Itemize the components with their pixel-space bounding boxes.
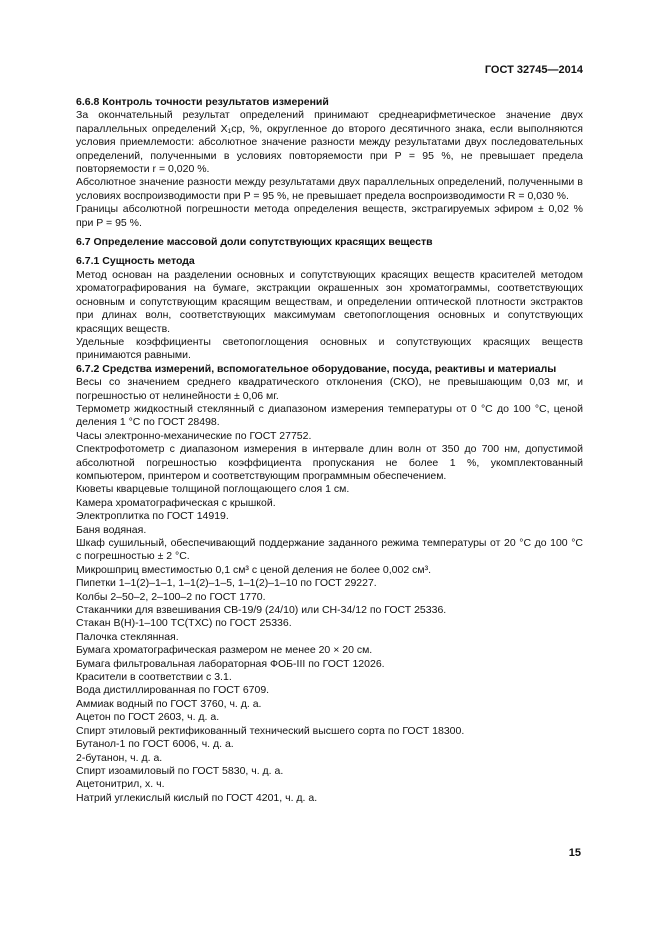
- paragraph: Метод основан на разделении основных и сопутствующих красящих веществ красителей методом хроматографирования на бумаге, экстракции окрашенных зон хроматограммы, соответствующих основным и сопутствующим красящим веществам, и определении оптической плотности экстрактов при длинах волн, соответствующих максимумам светопоглощения основных и сопутствующих красящих веществ.: [76, 268, 583, 335]
- list-item: Аммиак водный по ГОСТ 3760, ч. д. а.: [76, 697, 262, 710]
- list-item: Термометр жидкостный стеклянный с диапазоном измерения температуры от 0 °С до 100 °С, ценой деления 1 °С по ГОСТ 28498.: [76, 402, 583, 429]
- list-item: Красители в соответствии с 3.1.: [76, 671, 232, 684]
- list-item: Вода дистиллированная по ГОСТ 6709.: [76, 684, 270, 697]
- heading-6-7: 6.7 Определение массовой доли сопутствующих красящих веществ: [76, 236, 433, 249]
- page-number: 15: [568, 847, 581, 859]
- list-item: Микрошприц вместимостью 0,1 см³ с ценой деления не более 0,002 см³.: [76, 563, 432, 576]
- paragraph: За окончательный результат определений принимают среднеарифметическое значение двух параллельных определений X₁ср, %, округленное до второго десятичного знака, если выполняются условия приемлемости: абсолютное значение разности между результатами двух последовательных определений, полученными в условиях повторяемости при P = 95 %, не превышает предела повторяемости r = 0,020 %.: [76, 109, 583, 176]
- heading-6-7-1: 6.7.1 Сущность метода: [76, 255, 195, 268]
- paragraph: Удельные коэффициенты светопоглощения основных и сопутствующих красящих веществ принимаются равными.: [76, 335, 583, 362]
- list-item: Бутанол-1 по ГОСТ 6006, ч. д. а.: [76, 738, 234, 751]
- list-item: Ацетон по ГОСТ 2603, ч. д. а.: [76, 711, 220, 724]
- equipment-list: [76, 376, 583, 805]
- list-item: Палочка стеклянная.: [76, 630, 179, 643]
- list-item: 2-бутанон, ч. д. а.: [76, 751, 163, 764]
- paragraph: Абсолютное значение разности между результатами двух параллельных определений, полученными в условиях воспроизводимости при P = 95 %, не превышает предела воспроизводимости R = 0,030 %.: [76, 176, 583, 202]
- list-item: Бумага хроматографическая размером не менее 20 × 20 см.: [76, 644, 373, 657]
- list-item: Кюветы кварцевые толщиной поглощающего слоя 1 см.: [76, 483, 350, 496]
- list-item: Стакан В(Н)-1–100 ТС(ТХС) по ГОСТ 25336.: [76, 617, 292, 630]
- list-item: Пипетки 1–1(2)–1–1, 1–1(2)–1–5, 1–1(2)–1–10 по ГОСТ 29227.: [76, 577, 377, 590]
- list-item: Спирт этиловый ректификованный технический высшего сорта по ГОСТ 18300.: [76, 724, 465, 737]
- list-item: Натрий углекислый кислый по ГОСТ 4201, ч. д. а.: [76, 791, 318, 804]
- list-item: Баня водяная.: [76, 523, 147, 536]
- list-item: Стаканчики для взвешивания СВ-19/9 (24/10) или СН-34/12 по ГОСТ 25336.: [76, 604, 447, 617]
- list-item: Шкаф сушильный, обеспечивающий поддержание заданного режима температуры от 20 °С до 100 °С с погрешностью ± 2 °С.: [76, 537, 583, 563]
- list-item: Электроплитка по ГОСТ 14919.: [76, 510, 229, 523]
- document-id: ГОСТ 32745—2014: [484, 64, 583, 76]
- list-item: Спектрофотометр с диапазоном измерения в интервале длин волн от 350 до 700 нм, допустимой абсолютной погрешностью коэффициента пропускания не более 1 %, укомплектованный компьютером, принтером и соответствующим программным обеспечением.: [76, 443, 583, 482]
- paragraph: Границы абсолютной погрешности метода определения веществ, экстрагируемых эфиром ± 0,02 % при P = 95 %.: [76, 203, 583, 229]
- list-item: Ацетонитрил, х. ч.: [76, 778, 165, 791]
- list-item: Весы со значением среднего квадратического отклонения (СКО), не превышающим 0,03 мг, и погрешностью от нелинейности ± 0,06 мг.: [76, 376, 583, 402]
- list-item: Колбы 2–50–2, 2–100–2 по ГОСТ 1770.: [76, 590, 266, 603]
- document-body: [76, 96, 583, 805]
- list-item: Спирт изоамиловый по ГОСТ 5830, ч. д. а.: [76, 764, 284, 777]
- list-item: Часы электронно-механические по ГОСТ 27752.: [76, 429, 312, 442]
- list-item: Камера хроматографическая с крышкой.: [76, 496, 276, 509]
- heading-6-7-2: 6.7.2 Средства измерений, вспомогательное оборудование, посуда, реактивы и материалы: [76, 362, 557, 375]
- list-item: Бумага фильтровальная лабораторная ФОБ-III по ГОСТ 12026.: [76, 657, 385, 670]
- heading-6-6-8: 6.6.8 Контроль точности результатов измерений: [76, 96, 329, 108]
